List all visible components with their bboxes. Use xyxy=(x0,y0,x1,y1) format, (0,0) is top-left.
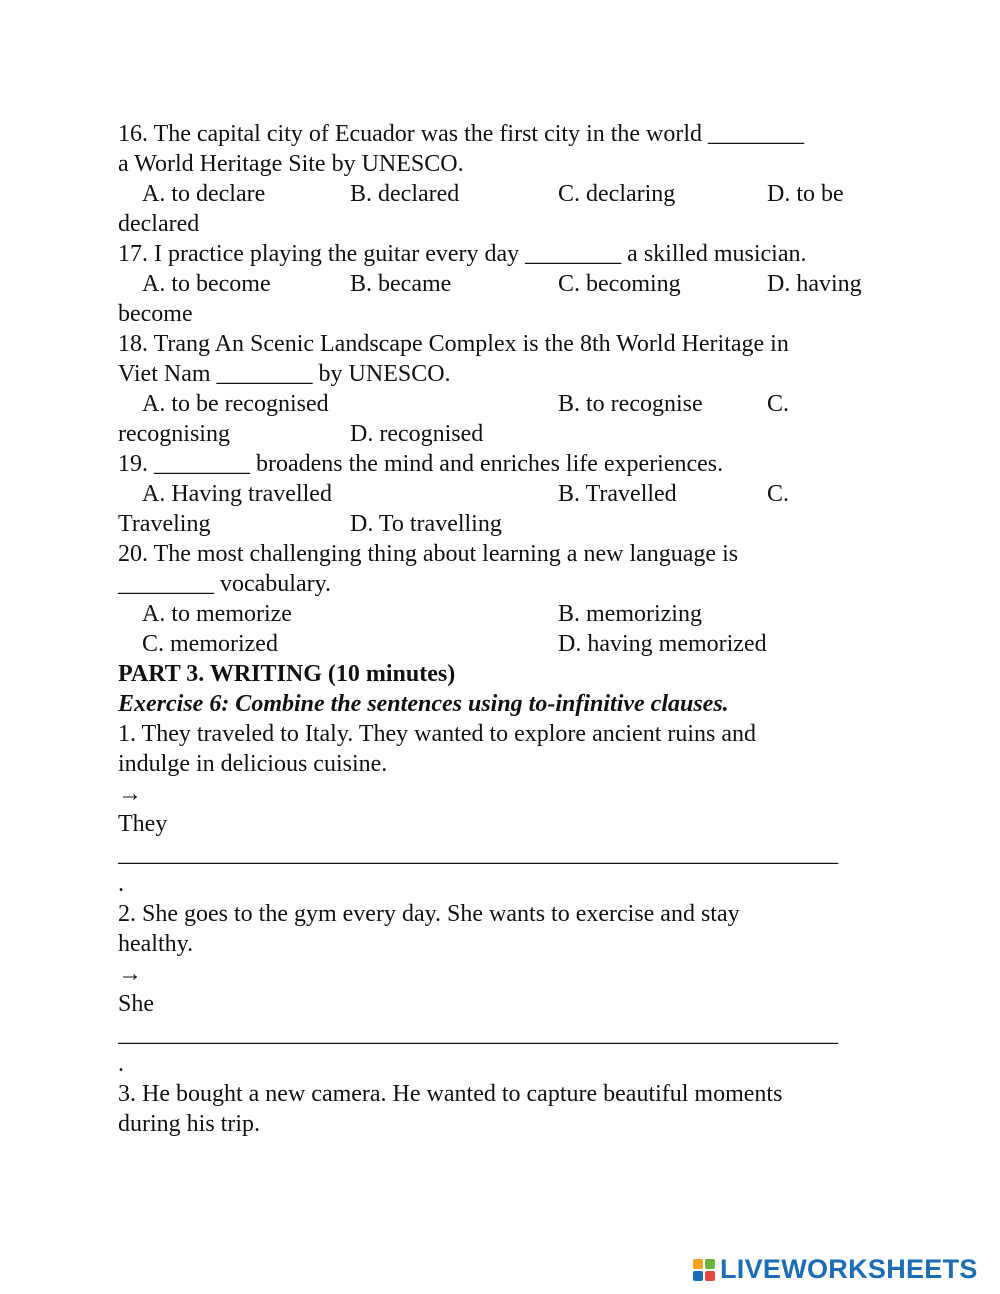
q17-stem-line1: 17. I practice playing the guitar every day ________ a skilled musician. xyxy=(118,241,807,267)
q16-stem-line2: a World Heritage Site by UNESCO. xyxy=(118,151,464,177)
q19-option-c-label: C. xyxy=(767,481,790,507)
q16-stem-line1: 16. The capital city of Ecuador was the first city in the world ________ xyxy=(118,121,805,147)
q20-option-a: A. to memorize xyxy=(142,601,292,627)
ex6-item1-arrow: → xyxy=(118,781,142,807)
q17-option-c: C. becoming xyxy=(558,271,681,297)
q20-option-c: C. memorized xyxy=(142,631,278,657)
ex6-item2-end: . xyxy=(118,1051,124,1077)
q18-option-b: B. to recognise xyxy=(558,391,703,417)
ex6-item2-start: She xyxy=(118,991,154,1017)
ex6-item1-start: They xyxy=(118,811,168,837)
q20-stem-line1: 20. The most challenging thing about learning a new language is xyxy=(118,541,739,567)
q19-stem-line1: 19. ________ broadens the mind and enriches life experiences. xyxy=(118,451,724,477)
q17-option-d: D. having xyxy=(767,271,862,297)
q18-stem-line2: Viet Nam ________ by UNESCO. xyxy=(118,361,451,387)
q19-option-c-wrap: Traveling xyxy=(118,511,211,537)
ex6-item1-answer-blank[interactable]: _____________________________________________________________ xyxy=(118,841,838,867)
q17-option-a: A. to become xyxy=(142,271,271,297)
q16-option-d: D. to be xyxy=(767,181,844,207)
ex6-item2-line2: healthy. xyxy=(118,931,194,957)
q16-option-a: A. to declare xyxy=(142,181,266,207)
ex6-item2-line1: 2. She goes to the gym every day. She wants to exercise and stay xyxy=(118,901,740,927)
q20-option-d: D. having memorized xyxy=(558,631,767,657)
exercise6-instruction: Exercise 6: Combine the sentences using to-infinitive clauses. xyxy=(118,691,729,717)
ex6-item2-answer-blank[interactable]: _____________________________________________________________ xyxy=(118,1021,838,1047)
liveworksheets-logo-text: LIVEWORKSHEETS xyxy=(720,1254,978,1284)
q20-option-b: B. memorizing xyxy=(558,601,702,627)
q16-option-d-wrap: declared xyxy=(118,211,200,237)
q18-option-a: A. to be recognised xyxy=(142,391,329,417)
ex6-item1-line2: indulge in delicious cuisine. xyxy=(118,751,388,777)
q20-stem-line2: ________ vocabulary. xyxy=(118,571,332,597)
q18-option-d: D. recognised xyxy=(350,421,484,447)
q16-option-b: B. declared xyxy=(350,181,460,207)
q19-option-b: B. Travelled xyxy=(558,481,677,507)
q19-option-d: D. To travelling xyxy=(350,511,502,537)
ex6-item3-line1: 3. He bought a new camera. He wanted to capture beautiful moments xyxy=(118,1081,783,1107)
q18-option-c-label: C. xyxy=(767,391,790,417)
ex6-item1-line1: 1. They traveled to Italy. They wanted to explore ancient ruins and xyxy=(118,721,757,747)
ex6-item3-line2: during his trip. xyxy=(118,1111,260,1137)
ex6-item2-arrow: → xyxy=(118,961,142,987)
q19-option-a: A. Having travelled xyxy=(142,481,332,507)
part3-heading: PART 3. WRITING (10 minutes) xyxy=(118,661,456,687)
q16-option-c: C. declaring xyxy=(558,181,676,207)
q17-option-d-wrap: become xyxy=(118,301,193,327)
liveworksheets-logo xyxy=(692,1252,992,1286)
q18-stem-line1: 18. Trang An Scenic Landscape Complex is the 8th World Heritage in xyxy=(118,331,789,357)
q17-option-b: B. became xyxy=(350,271,452,297)
liveworksheets-logo-icon xyxy=(692,1258,716,1282)
q18-option-c-wrap: recognising xyxy=(118,421,230,447)
ex6-item1-end: . xyxy=(118,871,124,897)
